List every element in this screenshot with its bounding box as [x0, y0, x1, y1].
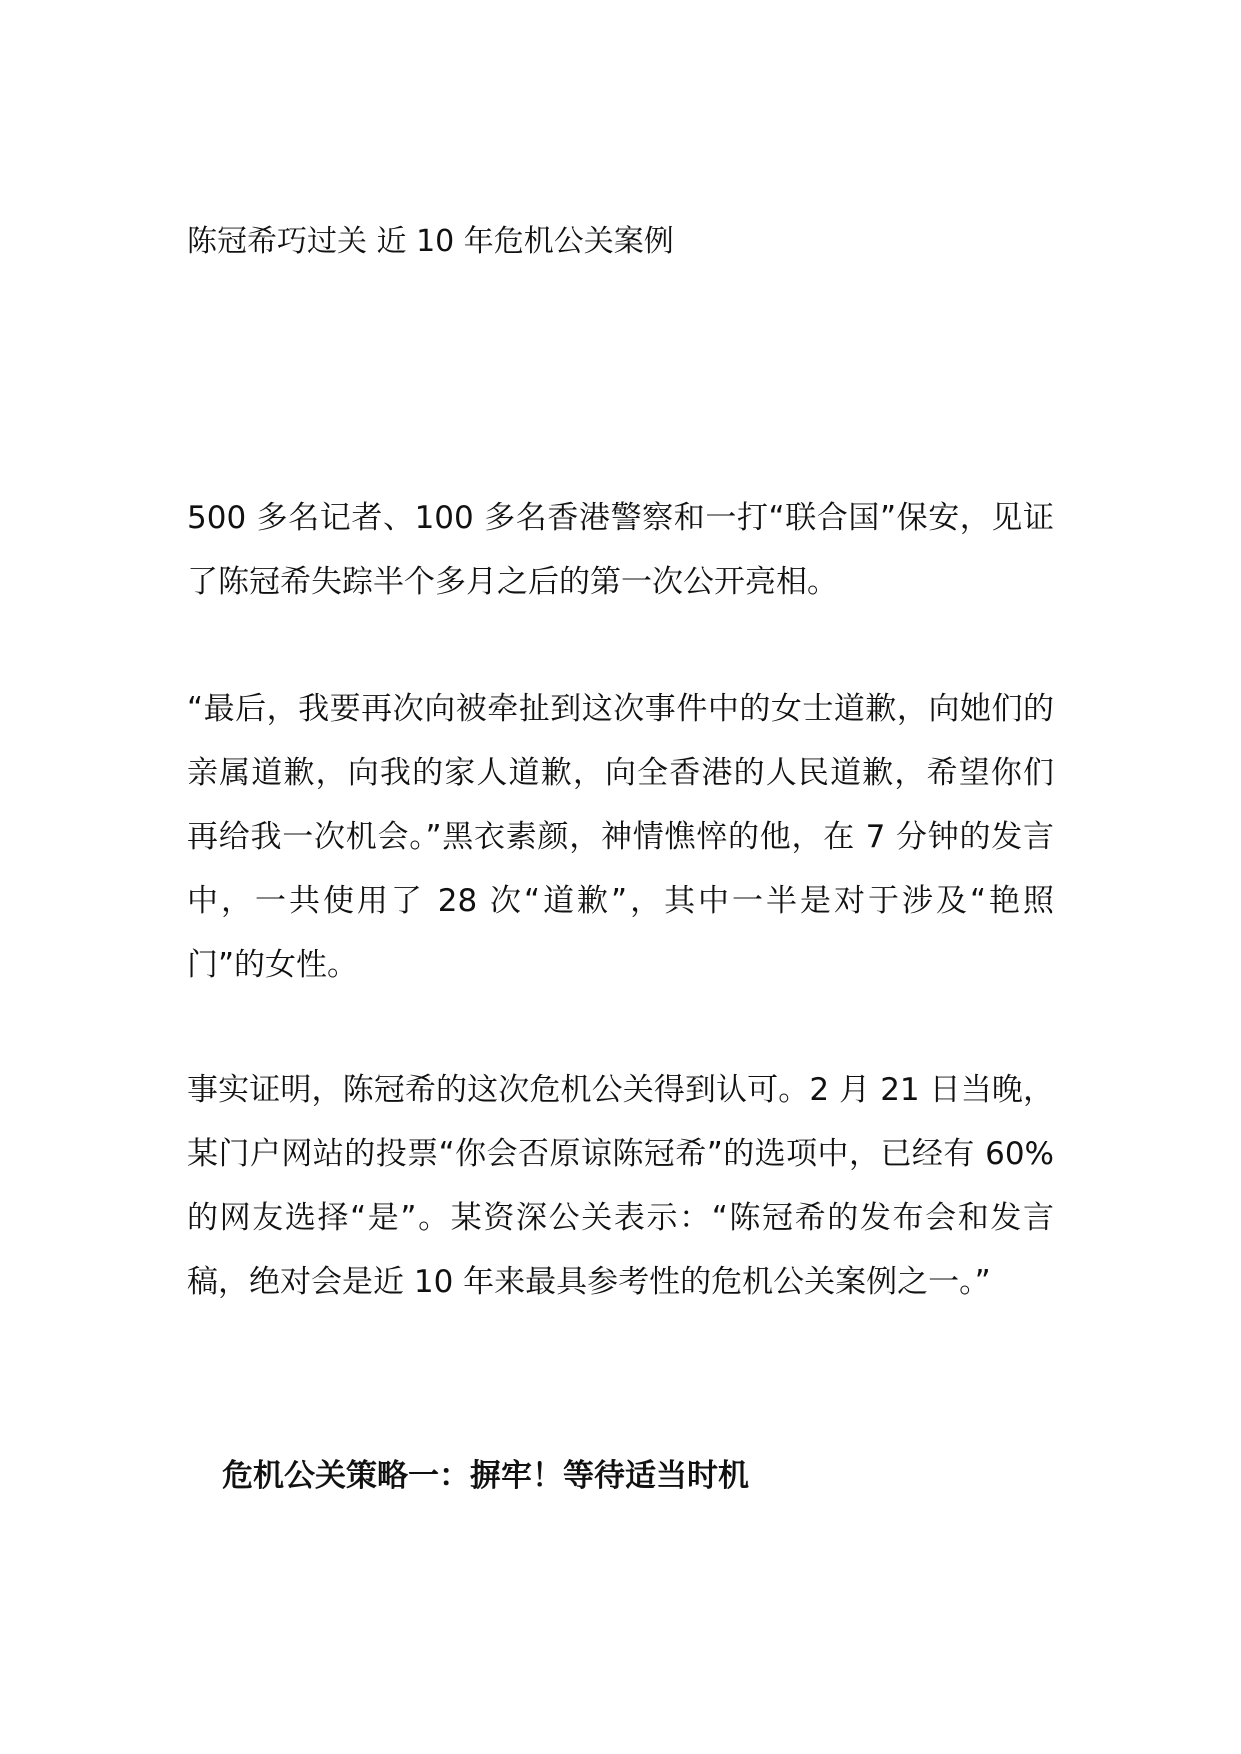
document-title: 陈冠希巧过关 近 10 年危机公关案例	[187, 224, 674, 259]
paragraph-apology-quote: “最后，我要再次向被牵扯到这次事件中的女士道歉，向她们的亲属道歉，向我的家人道歉，向全香港的人民道歉，希望你们再给我一次机会。”黑衣素颜，神情憔悴的他，在 7 分钟的发言中，一共使用了 28 次“道歉”，其中一半是对于涉及“艳照门”的女性。	[187, 691, 1054, 983]
section-heading-strategy-one: 危机公关策略一：摒牢！等待适当时机	[222, 1458, 749, 1494]
paragraph-public-response: 事实证明，陈冠希的这次危机公关得到认可。2 月 21 日当晚，某门户网站的投票“你会否原谅陈冠希”的选项中，已经有 60%的网友选择“是”。某资深公关表示：“陈冠希的发布会和发言稿，绝对会是近 10 年来最具参考性的危机公关案例之一。”	[187, 1072, 1054, 1300]
paragraph-press-conference: 500 多名记者、100 多名香港警察和一打“联合国”保安，见证了陈冠希失踪半个多月之后的第一次公开亮相。	[187, 500, 1054, 600]
